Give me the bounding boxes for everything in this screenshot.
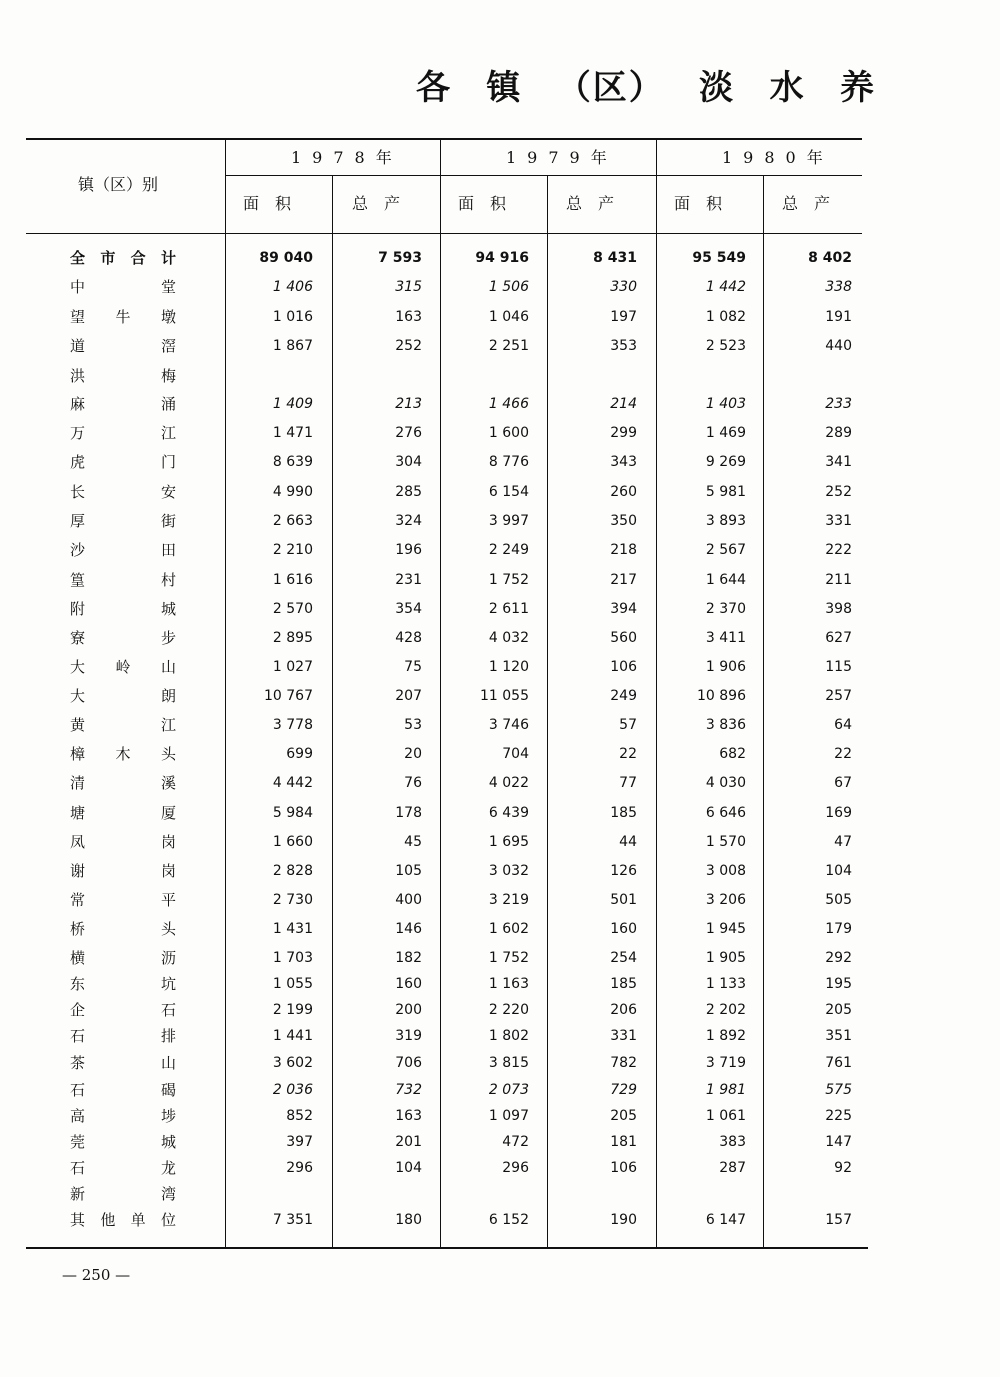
table-cell: 257: [825, 688, 852, 704]
row-label: 东 坑: [70, 975, 176, 993]
table-cell: 47: [834, 834, 852, 850]
table-cell: 180: [395, 1212, 422, 1228]
table-cell: 53: [404, 717, 422, 733]
table-cell: 353: [610, 338, 637, 354]
table-cell: 201: [395, 1134, 422, 1150]
table-cell: 706: [395, 1055, 422, 1071]
table-cell: 104: [825, 863, 852, 879]
table-cell: 1 097: [488, 1108, 529, 1124]
table-cell: 351: [825, 1028, 852, 1044]
table-cell: 206: [610, 1002, 637, 1018]
table-cell: 205: [610, 1108, 637, 1124]
col-divider: [547, 176, 548, 1247]
row-label: 茶 山: [70, 1054, 176, 1072]
col-divider: [440, 140, 441, 1247]
table-cell: 2 370: [705, 601, 746, 617]
row-label: 寮 步: [70, 629, 176, 647]
table-cell: 2 199: [272, 1002, 313, 1018]
table-cell: 197: [610, 309, 637, 325]
table-cell: 1 082: [705, 309, 746, 325]
table-cell: 5 984: [272, 805, 313, 821]
table-cell: 44: [619, 834, 637, 850]
table-cell: 1 409: [272, 396, 313, 412]
table-cell: 95 549: [692, 250, 746, 266]
table-cell: 1 120: [488, 659, 529, 675]
col-divider: [225, 140, 226, 1247]
table-cell: 276: [395, 425, 422, 441]
table-cell: 1 441: [272, 1028, 313, 1044]
table-cell: 77: [619, 775, 637, 791]
table-cell: 304: [395, 454, 422, 470]
table-cell: 3 719: [705, 1055, 746, 1071]
table-cell: 2 663: [272, 513, 313, 529]
table-cell: 319: [395, 1028, 422, 1044]
table-cell: 225: [825, 1108, 852, 1124]
table-cell: 761: [825, 1055, 852, 1071]
table-cell: 1 616: [272, 572, 313, 588]
table-cell: 299: [610, 425, 637, 441]
table-cell: 1 945: [705, 921, 746, 937]
row-label: 横 沥: [70, 949, 176, 967]
table-cell: 211: [825, 572, 852, 588]
table-cell: 181: [610, 1134, 637, 1150]
table-cell: 3 032: [488, 863, 529, 879]
title-char: 养: [839, 68, 876, 108]
table-cell: 1 466: [488, 396, 529, 412]
bottom-rule: [26, 1247, 868, 1249]
table-cell: 289: [825, 425, 852, 441]
table-cell: 2 210: [272, 542, 313, 558]
table-cell: 106: [610, 1160, 637, 1176]
table-cell: 782: [610, 1055, 637, 1071]
table-cell: 3 746: [488, 717, 529, 733]
table-cell: 330: [610, 279, 637, 295]
row-label: 石 碣: [70, 1081, 176, 1099]
table-cell: 11 055: [480, 688, 529, 704]
table-cell: 343: [610, 454, 637, 470]
table-cell: 3 411: [705, 630, 746, 646]
table-cell: 428: [395, 630, 422, 646]
table-cell: 254: [610, 950, 637, 966]
row-label: 黄 江: [70, 716, 176, 734]
year-header-1980: 1980年: [722, 148, 834, 167]
table-cell: 3 836: [705, 717, 746, 733]
year-rule: [225, 175, 862, 176]
row-label: 其 他 单 位: [70, 1211, 176, 1229]
table-cell: 1 469: [705, 425, 746, 441]
table-cell: 4 990: [272, 484, 313, 500]
table-cell: 296: [502, 1160, 529, 1176]
table-cell: 1 442: [705, 279, 746, 295]
table-cell: 207: [395, 688, 422, 704]
table-cell: 1 570: [705, 834, 746, 850]
table-cell: 704: [502, 746, 529, 762]
table-cell: 1 752: [488, 950, 529, 966]
row-label: 全 市 合 计: [70, 249, 176, 267]
table-cell: 2 570: [272, 601, 313, 617]
table-cell: 185: [610, 976, 637, 992]
table-cell: 4 030: [705, 775, 746, 791]
table-cell: 222: [825, 542, 852, 558]
table-cell: 76: [404, 775, 422, 791]
row-label: 莞 城: [70, 1133, 176, 1151]
row-label: 道 滘: [70, 337, 176, 355]
table-cell: 190: [610, 1212, 637, 1228]
table-cell: 1 695: [488, 834, 529, 850]
table-cell: 6 439: [488, 805, 529, 821]
table-cell: 6 646: [705, 805, 746, 821]
table-cell: 2 611: [488, 601, 529, 617]
table-cell: 627: [825, 630, 852, 646]
table-cell: 106: [610, 659, 637, 675]
row-label: 常 平: [70, 891, 176, 909]
table-cell: 163: [395, 309, 422, 325]
table-cell: 214: [610, 396, 637, 412]
table-cell: 285: [395, 484, 422, 500]
year-header-1979: 1979年: [506, 148, 618, 167]
row-label: 塘 厦: [70, 804, 176, 822]
table-cell: 3 008: [705, 863, 746, 879]
col-header-area: 面 积: [458, 194, 507, 213]
table-cell: 8 776: [488, 454, 529, 470]
title-char: 镇: [486, 68, 523, 108]
table-cell: 233: [825, 396, 852, 412]
table-cell: 205: [825, 1002, 852, 1018]
table-cell: 160: [395, 976, 422, 992]
table-cell: 397: [286, 1134, 313, 1150]
table-cell: 575: [825, 1082, 852, 1098]
table-cell: 3 206: [705, 892, 746, 908]
table-cell: 213: [395, 396, 422, 412]
row-label: 大 朗: [70, 687, 176, 705]
row-label: 长 安: [70, 483, 176, 501]
table-cell: 6 154: [488, 484, 529, 500]
table-cell: 398: [825, 601, 852, 617]
table-cell: 157: [825, 1212, 852, 1228]
table-cell: 354: [395, 601, 422, 617]
title-char: 水: [769, 68, 806, 108]
table-cell: 287: [719, 1160, 746, 1176]
table-cell: 9 269: [705, 454, 746, 470]
table-cell: 252: [395, 338, 422, 354]
table-cell: 338: [825, 279, 852, 295]
table-cell: 195: [825, 976, 852, 992]
table-cell: 57: [619, 717, 637, 733]
table-cell: 324: [395, 513, 422, 529]
table-cell: 315: [395, 279, 422, 295]
table-cell: 852: [286, 1108, 313, 1124]
col-header-area: 面 积: [243, 194, 292, 213]
table-cell: 185: [610, 805, 637, 821]
row-label: 中 堂: [70, 278, 176, 296]
table-cell: 260: [610, 484, 637, 500]
row-label: 万 江: [70, 424, 176, 442]
col-divider: [763, 176, 764, 1247]
table-cell: 6 152: [488, 1212, 529, 1228]
table-cell: 126: [610, 863, 637, 879]
table-cell: 7 351: [272, 1212, 313, 1228]
table-cell: 8 431: [593, 250, 637, 266]
table-cell: 1 905: [705, 950, 746, 966]
table-cell: 1 602: [488, 921, 529, 937]
table-cell: 1 471: [272, 425, 313, 441]
table-cell: 2 567: [705, 542, 746, 558]
table-cell: 505: [825, 892, 852, 908]
col-header-area: 面 积: [674, 194, 723, 213]
table-cell: 104: [395, 1160, 422, 1176]
table-cell: 2 828: [272, 863, 313, 879]
table-cell: 699: [286, 746, 313, 762]
row-label: 清 溪: [70, 774, 176, 792]
table-cell: 2 036: [272, 1082, 313, 1098]
table-cell: 2 523: [705, 338, 746, 354]
table-cell: 178: [395, 805, 422, 821]
table-cell: 160: [610, 921, 637, 937]
row-label: 沙 田: [70, 541, 176, 559]
table-cell: 472: [502, 1134, 529, 1150]
table-cell: 22: [619, 746, 637, 762]
row-label: 附 城: [70, 600, 176, 618]
table-cell: 115: [825, 659, 852, 675]
row-label: 桥 头: [70, 920, 176, 938]
table-cell: 400: [395, 892, 422, 908]
table-cell: 147: [825, 1134, 852, 1150]
table-cell: 146: [395, 921, 422, 937]
table-cell: 182: [395, 950, 422, 966]
row-label: 虎 门: [70, 453, 176, 471]
col-divider: [656, 140, 657, 1247]
table-cell: 560: [610, 630, 637, 646]
table-cell: 1 802: [488, 1028, 529, 1044]
table-cell: 5 981: [705, 484, 746, 500]
col-header-output: 总 产: [782, 194, 831, 213]
table-cell: 1 431: [272, 921, 313, 937]
table-cell: 10 896: [697, 688, 746, 704]
table-cell: 4 032: [488, 630, 529, 646]
table-cell: 196: [395, 542, 422, 558]
table-cell: 3 778: [272, 717, 313, 733]
table-cell: 249: [610, 688, 637, 704]
table-cell: 4 442: [272, 775, 313, 791]
table-cell: 22: [834, 746, 852, 762]
table-cell: 1 046: [488, 309, 529, 325]
row-label: 凤 岗: [70, 833, 176, 851]
table-cell: 1 027: [272, 659, 313, 675]
table-cell: 292: [825, 950, 852, 966]
table-cell: 383: [719, 1134, 746, 1150]
title-char: 各: [416, 68, 452, 108]
col-divider: [332, 176, 333, 1247]
table-cell: 501: [610, 892, 637, 908]
table-cell: 1 600: [488, 425, 529, 441]
table-cell: 45: [404, 834, 422, 850]
table-cell: 729: [610, 1082, 637, 1098]
table-cell: 1 016: [272, 309, 313, 325]
table-cell: 10 767: [264, 688, 313, 704]
table-cell: 8 402: [808, 250, 852, 266]
table-cell: 2 220: [488, 1002, 529, 1018]
table-cell: 3 893: [705, 513, 746, 529]
row-label: 石 龙: [70, 1159, 176, 1177]
table-cell: 350: [610, 513, 637, 529]
table-cell: 231: [395, 572, 422, 588]
table-cell: 1 133: [705, 976, 746, 992]
row-label: 樟 木 头: [70, 745, 176, 763]
table-cell: 3 602: [272, 1055, 313, 1071]
page-title: [416, 60, 876, 109]
row-label: 企 石: [70, 1001, 176, 1019]
table-cell: 92: [834, 1160, 852, 1176]
title-char: 淡: [699, 68, 736, 108]
table-cell: 1 867: [272, 338, 313, 354]
table-cell: 179: [825, 921, 852, 937]
table-cell: 67: [834, 775, 852, 791]
table-cell: 252: [825, 484, 852, 500]
table-cell: 682: [719, 746, 746, 762]
table-cell: 1 752: [488, 572, 529, 588]
page-number: — 250 —: [62, 1266, 131, 1284]
row-label: 麻 涌: [70, 395, 176, 413]
row-label: 石 排: [70, 1027, 176, 1045]
title-char: （区）: [556, 68, 665, 108]
table-cell: 1 981: [705, 1082, 746, 1098]
table-cell: 732: [395, 1082, 422, 1098]
table-cell: 89 040: [259, 250, 313, 266]
table-cell: 341: [825, 454, 852, 470]
header-rule: [26, 233, 862, 234]
row-header: 镇（区）别: [78, 175, 159, 194]
row-label: 厚 街: [70, 512, 176, 530]
row-label: 望 牛 墩: [70, 308, 176, 326]
table-cell: 64: [834, 717, 852, 733]
table-cell: 218: [610, 542, 637, 558]
table-cell: 3 219: [488, 892, 529, 908]
table-cell: 200: [395, 1002, 422, 1018]
table-cell: 20: [404, 746, 422, 762]
row-label: 谢 岗: [70, 862, 176, 880]
table-cell: 8 639: [272, 454, 313, 470]
table-cell: 1 506: [488, 279, 529, 295]
table-cell: 75: [404, 659, 422, 675]
col-header-output: 总 产: [566, 194, 615, 213]
table-cell: 3 815: [488, 1055, 529, 1071]
table-cell: 1 055: [272, 976, 313, 992]
table-cell: 2 202: [705, 1002, 746, 1018]
table-cell: 1 403: [705, 396, 746, 412]
table-cell: 163: [395, 1108, 422, 1124]
row-label: 洪 梅: [70, 367, 176, 385]
table-cell: 394: [610, 601, 637, 617]
table-cell: 6 147: [705, 1212, 746, 1228]
table-cell: 1 660: [272, 834, 313, 850]
table-cell: 2 730: [272, 892, 313, 908]
table-cell: 2 249: [488, 542, 529, 558]
table-cell: 4 022: [488, 775, 529, 791]
table-cell: 331: [825, 513, 852, 529]
table-cell: 2 251: [488, 338, 529, 354]
table-cell: 1 061: [705, 1108, 746, 1124]
row-label: 新 湾: [70, 1185, 176, 1203]
table-cell: 105: [395, 863, 422, 879]
table-cell: 1 163: [488, 976, 529, 992]
table-cell: 2 073: [488, 1082, 529, 1098]
table-cell: 3 997: [488, 513, 529, 529]
row-label: 大 岭 山: [70, 658, 176, 676]
row-label: 篁 村: [70, 571, 176, 589]
table-cell: 1 644: [705, 572, 746, 588]
table-cell: 7 593: [378, 250, 422, 266]
year-header-1978: 1978年: [291, 148, 403, 167]
table-cell: 1 892: [705, 1028, 746, 1044]
table-cell: 1 703: [272, 950, 313, 966]
table-cell: 440: [825, 338, 852, 354]
top-rule: [26, 138, 862, 140]
table-cell: 217: [610, 572, 637, 588]
row-label: 高 埗: [70, 1107, 176, 1125]
table-cell: 296: [286, 1160, 313, 1176]
table-cell: 94 916: [475, 250, 529, 266]
table-cell: 331: [610, 1028, 637, 1044]
table-cell: 169: [825, 805, 852, 821]
col-header-output: 总 产: [352, 194, 401, 213]
table-cell: 2 895: [272, 630, 313, 646]
table-cell: 1 406: [272, 279, 313, 295]
table-cell: 191: [825, 309, 852, 325]
table-cell: 1 906: [705, 659, 746, 675]
